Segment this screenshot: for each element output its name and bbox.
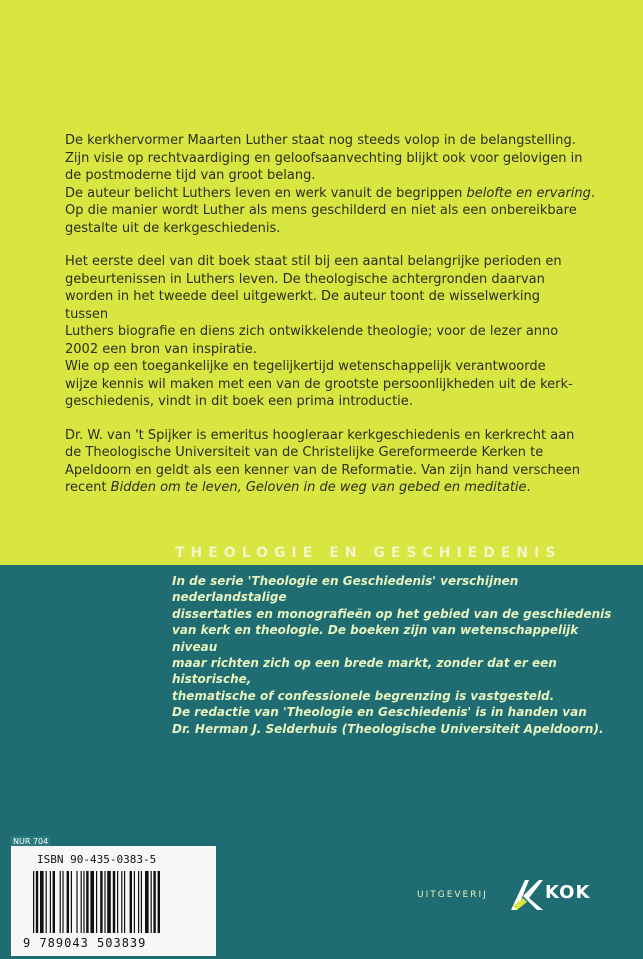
barcode-number: 9 789043 503839: [23, 936, 147, 950]
italic-phrase: Bidden om te leven, Geloven in de weg van gebed en meditatie: [110, 480, 527, 495]
series-line: De redactie van 'Theologie en Geschiedenis' is in handen van: [172, 705, 587, 720]
blurb-line: geschiedenis, vindt in dit boek een prima introductie.: [65, 394, 413, 409]
series-title: THEOLOGIE EN GESCHIEDENIS: [175, 545, 562, 561]
blurb-line: wijze kennis wil maken met een van de grootste persoonlijkheden uit de kerk-: [65, 376, 573, 392]
blurb-line: gestalte uit de kerkgeschiedenis.: [65, 220, 281, 236]
bio-line: de Theologische Universiteit van de Christelijke Gereformeerde Kerken te: [65, 445, 544, 460]
bio-line: Dr. W. van 't Spijker is emeritus hoogleraar kerkgeschiedenis en kerkrecht aan: [65, 427, 575, 443]
blurb-line: gebeurtenissen in Luthers leven. De theologische achtergronden daarvan: [65, 271, 545, 287]
blurb: [65, 132, 596, 513]
series-line: maar richten zich op een brede markt, zonder dat er een historische,: [172, 656, 557, 687]
italic-phrase: belofte en ervaring: [466, 185, 591, 201]
blurb-paragraph-1: [65, 132, 596, 237]
kok-logo-icon: [509, 876, 543, 912]
italic-suffix: .: [590, 185, 596, 201]
blurb-line: Wie op een toegankelijke en tegelijkertijd wetenschappelijk verantwoorde: [65, 359, 546, 374]
blurb-line: Luthers biografie en diens zich ontwikkelende theologie; voor de lezer anno: [65, 324, 559, 339]
blurb-line: De kerkhervormer Maarten Luther staat nog steeds volop in de belangstelling.: [65, 133, 576, 148]
blurb-line: de postmoderne tijd van groot belang.: [65, 168, 316, 183]
barcode-bars: [33, 871, 209, 933]
blurb-line: De auteur belicht Luthers leven en werk vanuit de begrippen: [65, 185, 467, 201]
publisher-name: KOK: [545, 882, 591, 903]
series-description: [172, 573, 622, 737]
nur-code: NUR 704: [13, 837, 49, 846]
series-line: thematische of confessionele begrenzing is vastgesteld.: [172, 688, 555, 703]
blurb-paragraph-2: [65, 253, 585, 411]
bio-line: Apeldoorn en geldt als een kenner van de Reformatie. Van zijn hand verscheen: [65, 462, 580, 478]
isbn-text: ISBN 90-435-0383-5: [37, 853, 157, 866]
series-line: In de serie 'Theologie en Geschiedenis' verschijnen nederlandstalige: [172, 574, 519, 605]
author-bio: [65, 427, 585, 497]
blurb-line-with-italic: [65, 185, 596, 203]
publisher-prefix: UITGEVERIJ: [417, 890, 488, 900]
blurb-line: worden in het tweede deel uitgewerkt. De auteur toont de wisselwerking tussen: [65, 289, 540, 322]
barcode-label: [11, 846, 216, 956]
italic-suffix: .: [526, 480, 531, 495]
blurb-line: Op die manier wordt Luther als mens geschilderd en niet als een onbereikbare: [65, 203, 577, 218]
publisher-mark: [417, 874, 597, 914]
bio-line-with-italic: [65, 479, 585, 497]
series-line: dissertaties en monografieën op het gebied van de geschiedenis: [172, 606, 612, 621]
blurb-line: Zijn visie op rechtvaardiging en geloofsaanvechting blijkt ook voor gelovigen in: [65, 150, 583, 166]
bio-line: recent: [65, 480, 111, 495]
series-line: van kerk en theologie. De boeken zijn van wetenschappelijk niveau: [172, 623, 579, 654]
blurb-line: 2002 een bron van inspiratie.: [65, 341, 257, 357]
blurb-line: Het eerste deel van dit boek staat stil bij een aantal belangrijke perioden en: [65, 254, 562, 269]
series-line: Dr. Herman J. Selderhuis (Theologische Universiteit Apeldoorn).: [172, 721, 604, 736]
